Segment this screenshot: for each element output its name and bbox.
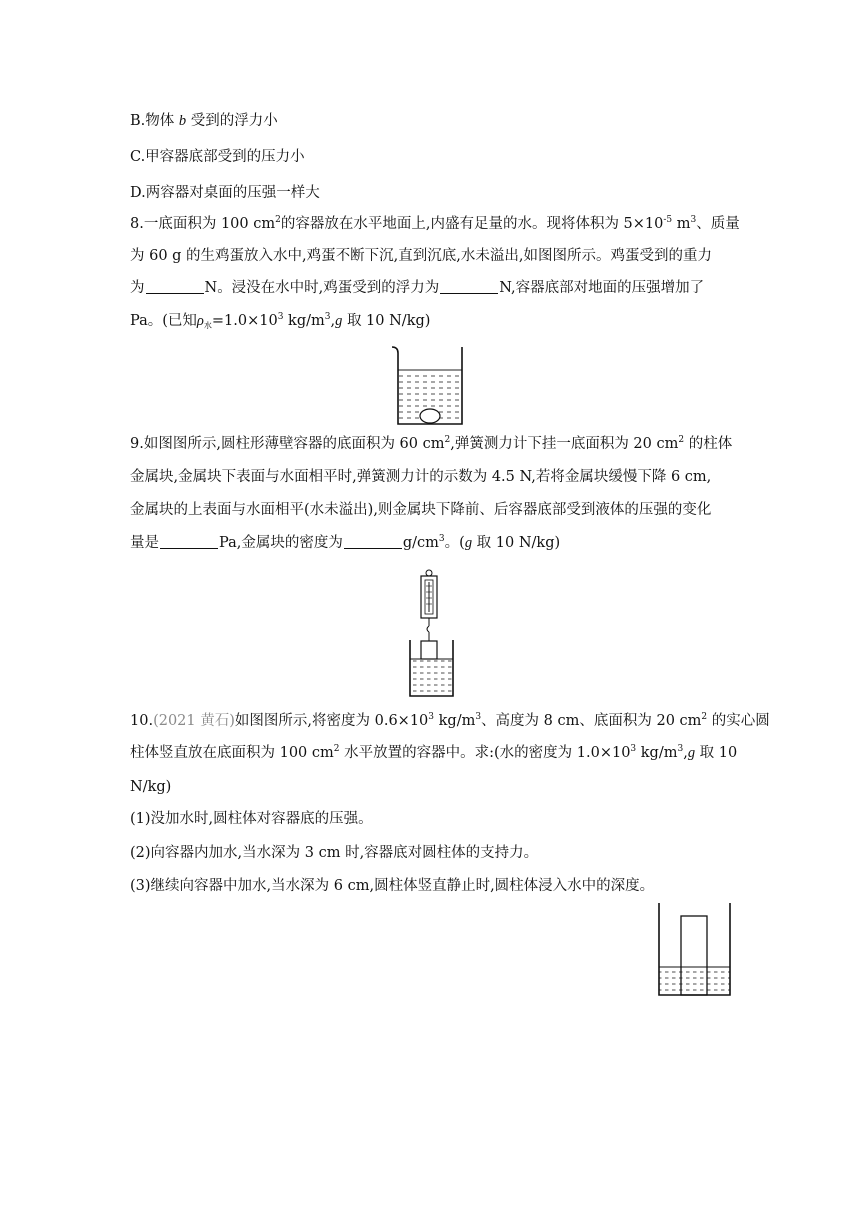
answer-blank[interactable]	[146, 279, 204, 294]
option-d: D.两容器对桌面的压强一样大	[130, 185, 320, 201]
q10-line-1: 10.(2021 黄石)如图图所示,将密度为 $0.6\times 10^3$ $kg/m^3$、高度为 8 cm、底面积为 20 $cm^2$ 的实心圆	[130, 712, 770, 729]
answer-blank[interactable]	[160, 534, 218, 549]
q8-line-3: 为 N。浸没在水中时,鸡蛋受到的浮力为 N,容器底部对地面的压强增加了	[130, 280, 705, 296]
spring-scale-figure	[405, 568, 460, 700]
q9-line-2: 金属块,金属块下表面与水面相平时,弹簧测力计的示数为 4.5 N,若将金属块缓慢下降 6 cm,	[130, 469, 712, 485]
q9-line-4: 量是 Pa,金属块的密度为 $g/cm^3$。(g 取 10 N/kg)	[130, 534, 561, 551]
q8-line-2: 为 60 g 的生鸡蛋放入水中,鸡蛋不断下沉,直到沉底,水未溢出,如图图所示。鸡蛋受到的重力	[130, 248, 712, 264]
q9-line-3: 金属块的上表面与水面相平(水未溢出),则金属块下降前、后容器底部受到液体的压强的变化	[130, 502, 712, 518]
option-b: B.物体 b 受到的浮力小	[130, 113, 278, 129]
q10-part-1: (1)没加水时,圆柱体对容器底的压强。	[130, 811, 373, 827]
q10-part-2: (2)向容器内加水,当水深为 3 cm 时,容器底对圆柱体的支持力。	[130, 845, 539, 861]
option-c: C.甲容器底部受到的压力小	[130, 149, 305, 165]
q10-part-3: (3)继续向容器中加水,当水深为 6 cm,圆柱体竖直静止时,圆柱体浸入水中的深度。	[130, 878, 655, 894]
answer-blank[interactable]	[440, 279, 498, 294]
q10-line-2: 柱体竖直放在底面积为 100 $cm^2$ 水平放置的容器中。求:(水的密度为 $1.0\times 10^3$ $kg/m^3,g$ 取 10	[130, 744, 738, 761]
beaker-egg-figure	[390, 343, 475, 428]
cylinder-container-figure	[657, 903, 733, 999]
q10-line-3: N/kg)	[130, 779, 172, 795]
answer-blank[interactable]	[344, 534, 402, 549]
q9-line-1: 9.如图图所示,圆柱形薄壁容器的底面积为 60 $cm^2$,弹簧测力计下挂一底面积为 20 $cm^2$ 的柱体	[130, 435, 733, 452]
q8-line-4: Pa。(已知$\rho_水=1.0\times 10^3$ $kg/m^3,g$ 取 10 N/kg)	[130, 312, 431, 330]
q8-line-1: 8.一底面积为 100 $cm^2$的容器放在水平地面上,内盛有足量的水。现将体积为 $5\times 10^{-5}$ $m^3$、质量	[130, 215, 740, 232]
